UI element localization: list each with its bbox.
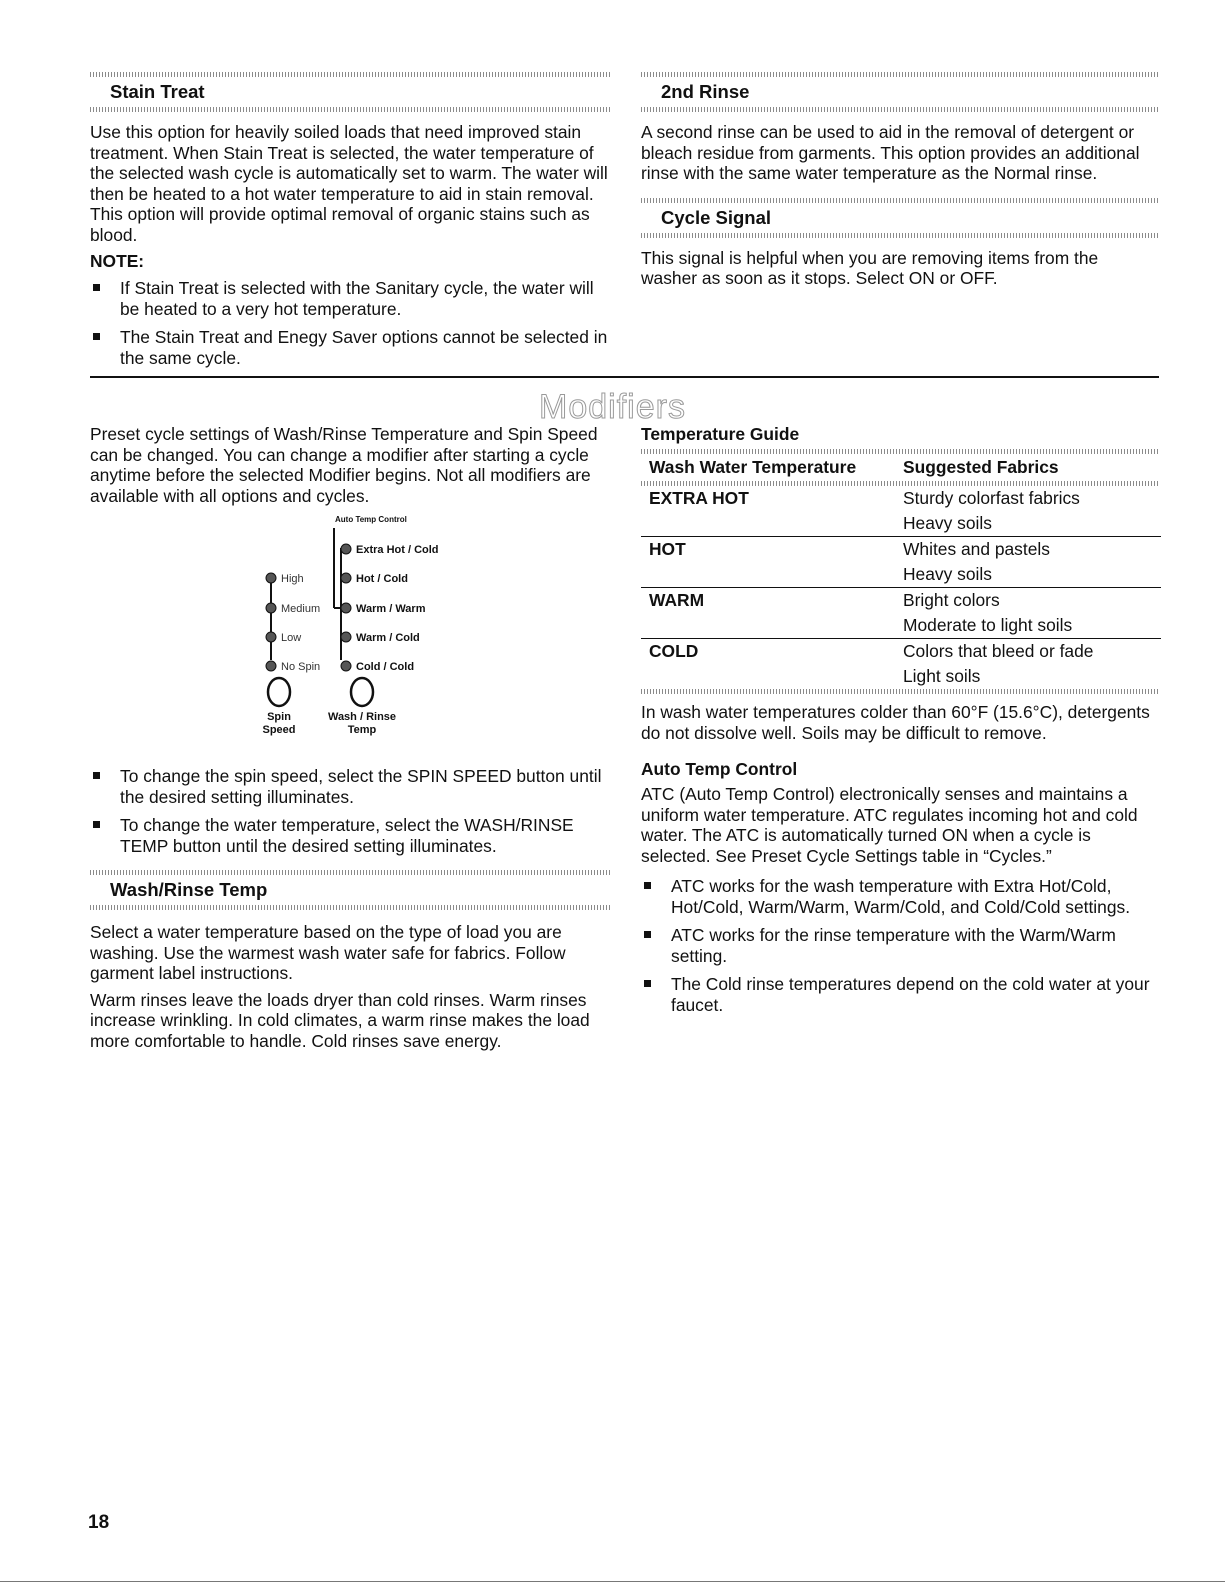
list-item: To change the water temperature, select the WASH/RINSE TEMP button until the desired setting illuminates. xyxy=(90,815,610,856)
table-cell: WARM xyxy=(641,588,895,639)
svg-text:No Spin: No Spin xyxy=(281,661,321,673)
list-item: ATC works for the rinse temperature with the Warm/Warm setting. xyxy=(641,925,1159,966)
svg-text:Warm / Cold: Warm / Cold xyxy=(356,632,420,644)
wash-rinse-temp-body-2: Warm rinses leave the loads dryer than cold rinses. Warm rinses increase wrinkling. In cold climates, a warm rinse makes the load more comfortable to handle. Cold rinses save energy. xyxy=(90,989,590,1051)
cycle-signal-body: This signal is helpful when you are removing items from the washer as soon as it stops. Select ON or OFF. xyxy=(641,247,1099,288)
table-row xyxy=(641,486,1161,537)
second-rinse-section xyxy=(641,72,1159,289)
wash-rinse-temp-button xyxy=(328,678,396,736)
temp-option-warm-cold xyxy=(341,632,420,644)
temperature-guide-table xyxy=(641,454,1161,481)
spin-speed-button xyxy=(262,678,295,736)
list-item: ATC works for the wash temperature with Extra Hot/Cold, Hot/Cold, Warm/Warm, Warm/Cold, and Cold/Cold settings. xyxy=(641,876,1159,917)
bullet-icon xyxy=(93,333,100,340)
svg-text:Warm / Warm: Warm / Warm xyxy=(356,603,426,615)
indicator-light-icon xyxy=(341,573,351,583)
spin-option-medium xyxy=(266,603,320,615)
modifiers-heading: Modifiers xyxy=(539,388,686,426)
table-cell: Sturdy colorfast fabrics Heavy soils xyxy=(895,486,1161,537)
second-rinse-body: A second rinse can be used to aid in the removal of detergent or bleach residue from garments. This option provides an additional rinse with the same water temperature as the Normal rinse. xyxy=(641,122,1140,183)
indicator-light-icon xyxy=(341,661,351,671)
page-number: 18 xyxy=(88,1512,110,1533)
divider xyxy=(641,107,1159,112)
column-header: Wash Water Temperature xyxy=(649,457,857,477)
divider xyxy=(90,72,610,77)
list-item: The Stain Treat and Enegy Saver options cannot be selected in the same cycle. xyxy=(90,327,610,368)
divider xyxy=(90,870,610,875)
bullet-icon xyxy=(644,980,651,987)
modifiers-instructions xyxy=(90,760,610,1051)
table-cell: Bright colors Moderate to light soils xyxy=(895,588,1161,639)
table-cell: Whites and pastels Heavy soils xyxy=(895,537,1161,588)
divider xyxy=(641,72,1159,77)
spin-option-high xyxy=(266,573,304,585)
svg-text:Spin: Spin xyxy=(267,711,291,723)
table-cell: COLD xyxy=(649,641,699,661)
svg-text:Speed: Speed xyxy=(262,724,296,736)
bullet-icon xyxy=(93,772,100,779)
bullet-icon xyxy=(93,284,100,291)
temperature-guide-section xyxy=(641,424,1159,1023)
spin-option-no-spin xyxy=(266,661,320,673)
note-label: NOTE: xyxy=(90,251,145,271)
svg-text:Hot / Cold: Hot / Cold xyxy=(356,573,408,585)
auto-temp-control-body: ATC (Auto Temp Control) electronically senses and maintains a uniform water temperature. ATC regulates incoming hot and cold water. The ATC is automatically turned ON when a cycle is selected. See Preset Cycle Settings table in “Cycles.” xyxy=(641,784,1138,866)
table-cell: EXTRA HOT xyxy=(641,486,895,537)
cycle-signal-title: Cycle Signal xyxy=(661,206,772,228)
svg-text:Medium: Medium xyxy=(281,603,321,615)
auto-temp-control-title: Auto Temp Control xyxy=(641,759,798,779)
temperature-guide-footnote: In wash water temperatures colder than 60°F (15.6°C), detergents do not dissolve well. Soils may be difficult to remove. xyxy=(641,702,1150,743)
column-header: Suggested Fabrics xyxy=(903,457,1059,477)
table-cell: Colors that bleed or fade Light soils xyxy=(903,641,1094,686)
indicator-light-icon xyxy=(266,573,276,583)
modifiers-intro: Preset cycle settings of Wash/Rinse Temperature and Spin Speed can be changed. You can change a modifier after starting a cycle anytime before the selected Modifier begins. Not all modifiers are available with all options and cycles. xyxy=(90,424,598,506)
divider xyxy=(90,905,610,910)
modifiers-section xyxy=(90,424,610,512)
control-panel-figure xyxy=(240,512,540,742)
divider xyxy=(641,233,1159,238)
indicator-light-icon xyxy=(341,544,351,554)
wash-rinse-temp-title: Wash/Rinse Temp xyxy=(110,879,268,900)
temp-option-extra-hot-cold xyxy=(341,544,439,556)
svg-text:Extra Hot / Cold: Extra Hot / Cold xyxy=(356,544,439,556)
bullet-icon xyxy=(93,821,100,828)
divider xyxy=(90,107,610,112)
table-row xyxy=(641,588,1161,639)
stain-treat-body: Use this option for heavily soiled loads that need improved stain treatment. When Stain Treat is selected, the water temperature of the selected wash cycle is automatically set to warm. The water will then be heated to a hot water temperature to aid in stain removal. This option will provide optimal removal of organic stains such as blood. xyxy=(90,122,608,245)
table-row xyxy=(641,639,1161,690)
spin-option-low xyxy=(266,632,301,644)
svg-text:Cold / Cold: Cold / Cold xyxy=(356,661,415,673)
auto-temp-label: Auto Temp Control xyxy=(335,515,407,524)
page-bottom-rule xyxy=(0,1581,1225,1582)
bullet-icon xyxy=(644,882,651,889)
list-item: The Cold rinse temperatures depend on the cold water at your faucet. xyxy=(641,974,1159,1015)
divider xyxy=(641,198,1159,203)
svg-text:Temp: Temp xyxy=(347,724,377,736)
table-header-row xyxy=(641,454,1161,481)
temperature-guide-body xyxy=(641,486,1161,689)
button-ring-icon xyxy=(268,678,290,706)
list-item: If Stain Treat is selected with the Sanitary cycle, the water will be heated to a very hot temperature. xyxy=(90,278,610,319)
indicator-light-icon xyxy=(341,632,351,642)
svg-text:Low: Low xyxy=(281,632,302,644)
bullet-icon xyxy=(644,931,651,938)
svg-text:Wash / Rinse: Wash / Rinse xyxy=(327,711,397,723)
divider xyxy=(641,689,1159,694)
temp-option-warm-warm xyxy=(341,603,426,615)
indicator-light-icon xyxy=(341,603,351,613)
indicator-light-icon xyxy=(266,603,276,613)
stain-treat-section xyxy=(90,72,610,376)
section-rule xyxy=(90,376,1159,378)
second-rinse-title: 2nd Rinse xyxy=(661,81,750,102)
temp-option-hot-cold xyxy=(341,573,408,585)
svg-text:High: High xyxy=(281,573,304,585)
temperature-guide-title: Temperature Guide xyxy=(641,424,800,444)
table-row xyxy=(641,537,1161,588)
temp-option-cold-cold xyxy=(341,661,414,673)
button-ring-icon xyxy=(351,678,373,706)
table-cell: HOT xyxy=(641,537,895,588)
stain-treat-title: Stain Treat xyxy=(110,81,205,102)
indicator-light-icon xyxy=(266,661,276,671)
list-item: To change the spin speed, select the SPIN SPEED button until the desired setting illuminates. xyxy=(90,766,610,807)
indicator-light-icon xyxy=(266,632,276,642)
wash-rinse-temp-body-1: Select a water temperature based on the type of load you are washing. Use the warmest wash water safe for fabrics. Follow garment label instructions. xyxy=(90,922,566,983)
